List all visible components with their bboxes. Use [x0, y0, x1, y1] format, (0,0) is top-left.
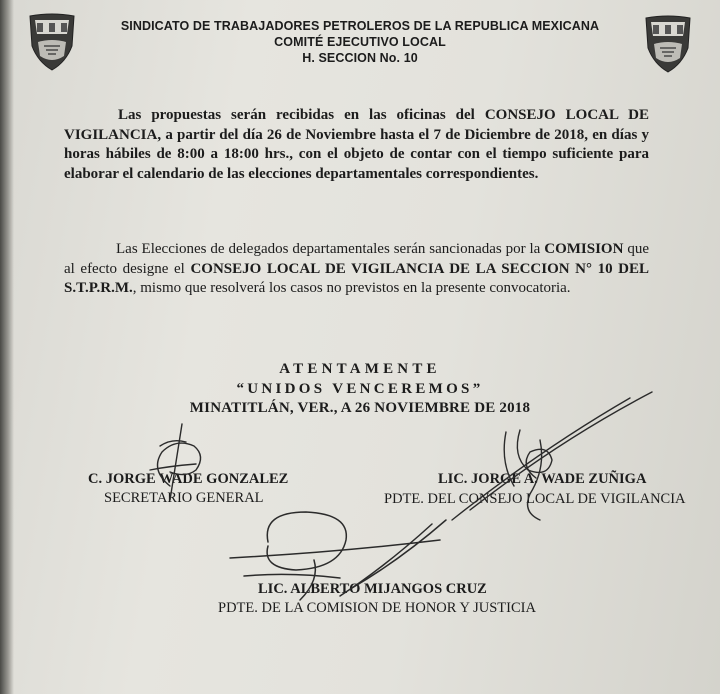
closing-motto: “UNIDOS VENCEREMOS”	[236, 381, 484, 397]
signatory-title-council-president: PDTE. DEL CONSEJO LOCAL DE VIGILANCIA	[384, 491, 686, 507]
section-number: H. SECCION No. 10	[302, 51, 418, 65]
union-emblem-left	[26, 12, 78, 72]
page-edge-shadow	[0, 0, 14, 694]
paragraph-proposals	[64, 106, 649, 184]
signatory-name-council-president: LIC. JORGE A. WADE ZUÑIGA	[438, 471, 647, 487]
letterhead	[100, 18, 620, 66]
signatory-name-honor-commission: LIC. ALBERTO MIJANGOS CRUZ	[258, 581, 487, 597]
committee-name: COMITÉ EJECUTIVO LOCAL	[274, 35, 446, 49]
paragraph-elections	[64, 240, 649, 299]
paragraph-elections-middle: que al efecto designe el	[64, 241, 649, 277]
paragraph-proposals-text: Las propuestas serán recibidas en las oficinas del CONSEJO LOCAL DE VIGILANCIA, a partir del día 26 de Noviembre hasta el 7 de Diciembre de 2018, en días y horas hábiles de 8:00 a 18:00 hrs., con el objeto de contar con el tiempo suficiente para elaborar el calendario de las elecciones departamentales correspondientes.	[64, 107, 649, 182]
signatory-title-secretary: SECRETARIO GENERAL	[104, 490, 264, 506]
paragraph-elections-intro: Las Elecciones de delegados departamentales serán sancionadas por la	[116, 241, 541, 257]
paragraph-elections-end: , mismo que resolverá los casos no previstos en la presente convocatoria.	[132, 280, 571, 296]
closing-regards: ATENTAMENTE	[279, 361, 441, 377]
union-emblem-right	[642, 14, 694, 74]
union-name: SINDICATO DE TRABAJADORES PETROLEROS DE LA REPUBLICA MEXICANA	[120, 19, 600, 33]
commission-term: COMISION	[544, 241, 624, 257]
signatory-name-secretary: C. JORGE WADE GONZALEZ	[88, 471, 289, 487]
signatory-title-honor-commission: PDTE. DE LA COMISION DE HONOR Y JUSTICIA	[218, 600, 536, 616]
place-and-date: MINATITLÁN, VER., A 26 NOVIEMBRE DE 2018	[189, 400, 531, 416]
council-term: CONSEJO LOCAL DE VIGILANCIA DE LA SECCION N° 10 DEL S.T.P.R.M.	[64, 260, 649, 296]
